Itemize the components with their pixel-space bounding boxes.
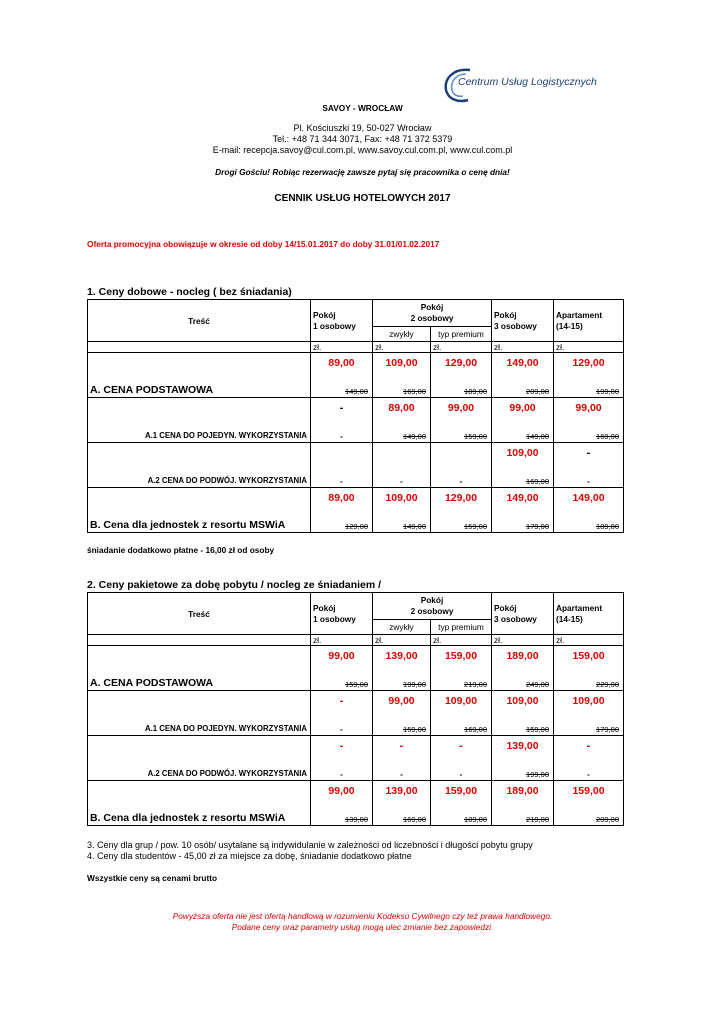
promo-price: - bbox=[586, 740, 591, 752]
promo-price: 99,00 bbox=[575, 402, 602, 414]
regular-price: 189,00 bbox=[596, 522, 619, 531]
regular-price: 229,00 bbox=[596, 680, 619, 689]
column-header-single-room: Pokój 1 osobowy bbox=[311, 593, 373, 635]
section2-title: 2. Ceny pakietowe za dobę pobytu / nocleg ze śniadaniem / bbox=[87, 579, 382, 591]
column-header-single-room: Pokój 1 osobowy bbox=[311, 300, 373, 342]
regular-price: - bbox=[340, 725, 343, 734]
promo-price: 149,00 bbox=[506, 492, 539, 504]
price-row bbox=[88, 646, 624, 691]
price-row bbox=[88, 353, 624, 398]
column-header-double-room: Pokój 2 osobowy bbox=[373, 300, 492, 327]
price-cell bbox=[373, 398, 431, 443]
regular-price: 159,00 bbox=[345, 680, 368, 689]
promo-price: 109,00 bbox=[506, 695, 539, 707]
price-cell bbox=[311, 488, 373, 533]
price-cell bbox=[431, 353, 492, 398]
promo-price: 109,00 bbox=[385, 357, 418, 369]
price-cell bbox=[431, 736, 492, 781]
price-cell bbox=[373, 488, 431, 533]
promo-price: 159,00 bbox=[572, 650, 605, 662]
price-cell bbox=[492, 353, 554, 398]
price-table-package bbox=[87, 592, 624, 826]
regular-price: 249,00 bbox=[526, 680, 549, 689]
row-label: A.2 CENA DO PODWÓJ. WYKORZYSTANIA bbox=[147, 769, 307, 778]
regular-price: 149,00 bbox=[345, 387, 368, 396]
price-cell bbox=[311, 398, 373, 443]
column-header-double-room: Pokój 2 osobowy bbox=[373, 593, 492, 620]
regular-price: 219,00 bbox=[464, 680, 487, 689]
brutto-note: Wszystkie ceny są cenami brutto bbox=[87, 873, 218, 883]
regular-price: 209,00 bbox=[526, 387, 549, 396]
price-cell bbox=[373, 646, 431, 691]
price-row bbox=[88, 781, 624, 826]
regular-price: 219,00 bbox=[526, 815, 549, 824]
hotel-address: Pl. Kościuszki 19, 50-027 Wrocław bbox=[293, 123, 432, 133]
unit-cell: zł. bbox=[431, 342, 492, 353]
groups-note: 3. Ceny dla grup / pow. 10 osób/ usytalane są indywidulanie w zależności od liczebności i długości pobytu grupy bbox=[87, 840, 533, 850]
promo-price: 159,00 bbox=[444, 785, 478, 797]
price-cell bbox=[554, 646, 624, 691]
price-row bbox=[88, 398, 624, 443]
regular-price: - bbox=[459, 770, 463, 779]
regular-price: - bbox=[587, 477, 590, 486]
promo-price: 109,00 bbox=[572, 695, 605, 707]
promo-price: 89,00 bbox=[328, 492, 355, 504]
regular-price: 209,00 bbox=[596, 815, 619, 824]
unit-cell: zł. bbox=[373, 342, 431, 353]
promo-price: 99,00 bbox=[388, 695, 415, 707]
row-label-cell bbox=[88, 781, 311, 826]
price-row bbox=[88, 488, 624, 533]
promo-price: 99,00 bbox=[328, 650, 355, 662]
price-row bbox=[88, 736, 624, 781]
regular-price: 149,00 bbox=[403, 432, 426, 441]
column-header-apartment: Apartament (14-15) bbox=[554, 593, 624, 635]
regular-price: 199,00 bbox=[403, 680, 426, 689]
promo-price: 139,00 bbox=[506, 740, 539, 752]
promo-price: 139,00 bbox=[385, 785, 418, 797]
column-header-standard: zwykły bbox=[373, 327, 431, 342]
regular-price: 159,00 bbox=[526, 725, 549, 734]
price-cell bbox=[311, 736, 373, 781]
promo-price: 189,00 bbox=[506, 650, 539, 662]
price-cell bbox=[554, 691, 624, 736]
regular-price: 159,00 bbox=[464, 432, 487, 441]
row-label: B. Cena dla jednostek z resortu MSWiA bbox=[90, 519, 286, 531]
price-cell bbox=[554, 443, 624, 488]
promo-price: 89,00 bbox=[388, 402, 415, 414]
price-cell bbox=[554, 736, 624, 781]
row-label-cell bbox=[88, 691, 311, 736]
price-row bbox=[88, 443, 624, 488]
promo-price: - bbox=[339, 740, 344, 752]
promo-price: - bbox=[399, 740, 404, 752]
price-cell bbox=[492, 398, 554, 443]
promo-price: - bbox=[339, 402, 344, 414]
promo-price: 139,00 bbox=[385, 650, 418, 662]
regular-price: 159,00 bbox=[403, 725, 426, 734]
unit-cell: zł. bbox=[431, 635, 492, 646]
price-cell bbox=[311, 691, 373, 736]
promo-notice: Oferta promocyjna obowiązuje w okresie od doby 14/15.01.2017 do doby 31.01/01.02.2017 bbox=[87, 239, 440, 249]
promo-price: 109,00 bbox=[506, 447, 539, 459]
regular-price: - bbox=[340, 477, 343, 486]
promo-price: 109,00 bbox=[385, 492, 418, 504]
regular-price: 189,00 bbox=[464, 815, 487, 824]
row-label: A. CENA PODSTAWOWA bbox=[90, 384, 214, 396]
price-cell bbox=[492, 443, 554, 488]
promo-price: - bbox=[339, 695, 344, 707]
regular-price: 139,00 bbox=[345, 815, 368, 824]
price-cell bbox=[492, 736, 554, 781]
row-label-cell bbox=[88, 646, 311, 691]
regular-price: 129,00 bbox=[345, 522, 368, 531]
row-label-cell bbox=[88, 488, 311, 533]
regular-price: 149,00 bbox=[526, 432, 549, 441]
price-cell bbox=[431, 646, 492, 691]
page-title: CENNIK USŁUG HOTELOWYCH 2017 bbox=[274, 193, 451, 204]
row-label: B. Cena dla jednostek z resortu MSWiA bbox=[90, 812, 286, 824]
promo-price: 89,00 bbox=[328, 357, 355, 369]
column-header-tresc: Treść bbox=[88, 593, 311, 635]
promo-price: 99,00 bbox=[509, 402, 536, 414]
row-label: A.1 CENA DO POJEDYN. WYKORZYSTANIA bbox=[144, 431, 307, 440]
regular-price: 179,00 bbox=[526, 522, 549, 531]
regular-price: 159,00 bbox=[464, 522, 487, 531]
promo-price: 159,00 bbox=[444, 650, 478, 662]
promo-price: 99,00 bbox=[328, 785, 355, 797]
promo-price: 149,00 bbox=[506, 357, 539, 369]
price-cell bbox=[311, 443, 373, 488]
row-label: A. CENA PODSTAWOWA bbox=[90, 677, 214, 689]
row-label-cell bbox=[88, 398, 311, 443]
price-cell bbox=[554, 781, 624, 826]
regular-price: - bbox=[400, 770, 403, 779]
regular-price: 169,00 bbox=[596, 432, 619, 441]
promo-price: 189,00 bbox=[506, 785, 539, 797]
price-cell bbox=[431, 398, 492, 443]
price-cell bbox=[492, 691, 554, 736]
price-cell bbox=[373, 353, 431, 398]
row-label-cell bbox=[88, 736, 311, 781]
price-cell bbox=[311, 781, 373, 826]
unit-cell: zł. bbox=[492, 342, 554, 353]
regular-price: 169,00 bbox=[403, 387, 426, 396]
unit-cell: zł. bbox=[492, 635, 554, 646]
row-label: A.1 CENA DO POJEDYN. WYKORZYSTANIA bbox=[144, 724, 307, 733]
regular-price: 199,00 bbox=[526, 770, 549, 779]
unit-cell-empty bbox=[88, 635, 311, 646]
disclaimer-line2: Podane ceny oraz parametry usług mogą ulec zmianie bez zapowiedzi. bbox=[231, 922, 494, 932]
promo-price: 149,00 bbox=[572, 492, 605, 504]
unit-cell: zł. bbox=[311, 342, 373, 353]
unit-cell: zł. bbox=[554, 635, 624, 646]
column-header-standard: zwykły bbox=[373, 620, 431, 635]
unit-cell: zł. bbox=[554, 342, 624, 353]
price-cell bbox=[492, 781, 554, 826]
price-cell bbox=[311, 646, 373, 691]
price-cell bbox=[431, 443, 492, 488]
column-header-premium: typ premium bbox=[431, 620, 492, 635]
regular-price: - bbox=[340, 432, 343, 441]
regular-price: 149,00 bbox=[403, 522, 426, 531]
promo-price: - bbox=[586, 447, 591, 459]
column-header-tresc: Treść bbox=[88, 300, 311, 342]
promo-price: 129,00 bbox=[572, 357, 605, 369]
column-header-apartment: Apartament (14-15) bbox=[554, 300, 624, 342]
logo-text: Centrum Usług Logistycznych bbox=[458, 76, 597, 88]
unit-cell: zł. bbox=[373, 635, 431, 646]
disclaimer-line1: Powyższa oferta nie jest ofertą handlową w rozumieniu Kodeksu Cywilnego czy też prawa handlowego. bbox=[172, 911, 553, 921]
regular-price: 179,00 bbox=[596, 725, 619, 734]
price-row bbox=[88, 691, 624, 736]
promo-price: - bbox=[459, 740, 463, 752]
regular-price: 169,00 bbox=[403, 815, 426, 824]
hotel-phone: Tel.: +48 71 344 3071, Fax: +48 71 372 5379 bbox=[272, 134, 453, 144]
column-header-premium: typ premium bbox=[431, 327, 492, 342]
price-cell bbox=[373, 691, 431, 736]
price-table-overnight bbox=[87, 299, 624, 533]
hotel-email: E-mail: recepcja.savoy@cul.com.pl, www.savoy.cul.com.pl, www.cul.com.pl bbox=[212, 145, 513, 155]
section1-title: 1. Ceny dobowe - nocleg ( bez śniadania) bbox=[87, 286, 292, 298]
regular-price: 189,00 bbox=[464, 387, 487, 396]
regular-price: - bbox=[400, 477, 403, 486]
price-cell bbox=[311, 353, 373, 398]
regular-price: - bbox=[587, 770, 590, 779]
price-cell bbox=[554, 398, 624, 443]
promo-price: 109,00 bbox=[444, 695, 478, 707]
price-cell bbox=[373, 781, 431, 826]
promo-price: 129,00 bbox=[444, 492, 478, 504]
price-cell bbox=[431, 781, 492, 826]
hotel-name: SAVOY - WROCŁAW bbox=[322, 103, 403, 113]
price-cell bbox=[431, 488, 492, 533]
promo-price: 159,00 bbox=[572, 785, 605, 797]
slogan: Drogi Gościu! Robiąc rezerwację zawsze pytaj się pracownika o cenę dnia! bbox=[215, 167, 510, 177]
regular-price: - bbox=[340, 770, 343, 779]
students-note: 4. Ceny dla studentów - 45,00 zł za miejsce za dobę, śniadanie dodatkowo płatne bbox=[87, 851, 412, 861]
promo-price: 129,00 bbox=[444, 357, 478, 369]
price-cell bbox=[492, 488, 554, 533]
cul-logo bbox=[440, 66, 597, 106]
unit-cell-empty bbox=[88, 342, 311, 353]
unit-cell: zł. bbox=[311, 635, 373, 646]
price-cell bbox=[373, 443, 431, 488]
column-header-triple-room: Pokój 3 osobowy bbox=[492, 300, 554, 342]
column-header-triple-room: Pokój 3 osobowy bbox=[492, 593, 554, 635]
row-label: A.2 CENA DO PODWÓJ. WYKORZYSTANIA bbox=[147, 476, 307, 485]
price-cell bbox=[492, 646, 554, 691]
row-label-cell bbox=[88, 353, 311, 398]
promo-price: 99,00 bbox=[447, 402, 475, 414]
regular-price: 169,00 bbox=[526, 477, 549, 486]
regular-price: - bbox=[459, 477, 463, 486]
regular-price: 169,00 bbox=[464, 725, 487, 734]
row-label-cell bbox=[88, 443, 311, 488]
regular-price: 199,00 bbox=[596, 387, 619, 396]
price-cell bbox=[431, 691, 492, 736]
price-cell bbox=[554, 488, 624, 533]
price-cell bbox=[373, 736, 431, 781]
price-cell bbox=[554, 353, 624, 398]
breakfast-note: śniadanie dodatkowo płatne - 16,00 zł od osoby bbox=[87, 545, 275, 555]
